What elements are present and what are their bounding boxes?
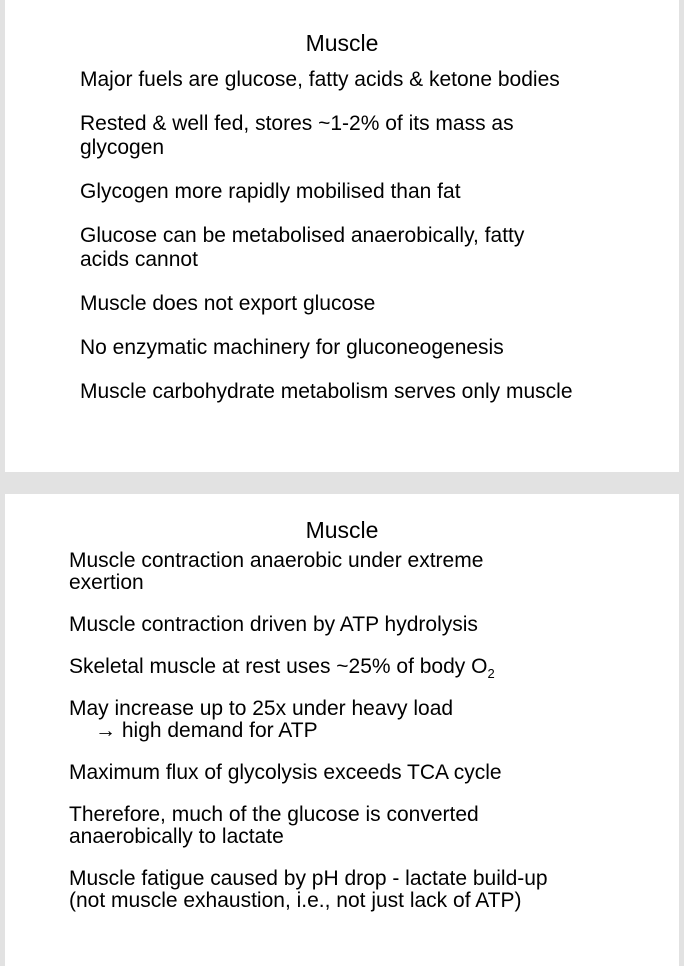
bullet-text: Glucose can be metabolised anaerobically, fatty: [80, 224, 525, 247]
bullet-text: Rested & well fed, stores ~1-2% of its mass as: [80, 112, 514, 135]
bullet-text: Muscle contraction anaerobic under extreme: [69, 549, 484, 572]
bullet-text-main: Skeletal muscle at rest uses ~25% of body O: [69, 655, 488, 678]
slide-1-bullet-list: [80, 68, 670, 424]
bullet-item: [80, 380, 670, 404]
bullet-item: [69, 762, 669, 784]
bullet-text: Maximum flux of glycolysis exceeds TCA cycle: [69, 761, 502, 784]
bullet-text: (not muscle exhaustion, i.e., not just lack of ATP): [69, 889, 522, 912]
bullet-item: [80, 68, 670, 92]
bullet-text: Muscle fatigue caused by pH drop - lactate build-up: [69, 867, 548, 890]
sub-bullet: [69, 720, 669, 742]
bullet-item: [80, 292, 670, 316]
bullet-text: May increase up to 25x under heavy load: [69, 697, 454, 720]
bullet-item: [69, 804, 669, 848]
bullet-item: [69, 614, 669, 636]
bullet-item: [80, 180, 670, 204]
slide-2: [5, 494, 679, 966]
bullet-item: [69, 698, 669, 742]
slide-1-title: Muscle: [305, 30, 379, 56]
bullet-text: acids cannot: [80, 248, 198, 271]
sub-bullet-text: high demand for ATP: [121, 719, 318, 742]
bullet-text: glycogen: [80, 136, 165, 159]
slide-2-title: Muscle: [305, 517, 379, 543]
bullet-item: [80, 112, 670, 160]
bullet-item: [69, 868, 669, 912]
bullet-text: exertion: [69, 571, 144, 594]
bullet-text: Glycogen more rapidly mobilised than fat: [80, 180, 461, 203]
bullet-item: [80, 224, 670, 272]
bullet-text: Muscle does not export glucose: [80, 292, 376, 315]
bullet-text: anaerobically to lactate: [69, 825, 284, 848]
bullet-item: [69, 655, 669, 682]
slide-2-bullet-list: [69, 550, 669, 932]
bullet-item: [69, 550, 669, 594]
right-arrow-icon: →: [95, 719, 116, 742]
bullet-text: Therefore, much of the glucose is converted: [69, 803, 479, 826]
bullet-text: No enzymatic machinery for gluconeogenesis: [80, 336, 504, 359]
subscript-2: 2: [487, 666, 495, 682]
bullet-text: Major fuels are glucose, fatty acids & ketone bodies: [80, 68, 560, 91]
slide-1: [5, 0, 679, 472]
bullet-text: Muscle contraction driven by ATP hydrolysis: [69, 613, 478, 636]
bullet-text: [69, 655, 669, 682]
bullet-text: Muscle carbohydrate metabolism serves only muscle: [80, 380, 573, 403]
bullet-item: [80, 336, 670, 360]
